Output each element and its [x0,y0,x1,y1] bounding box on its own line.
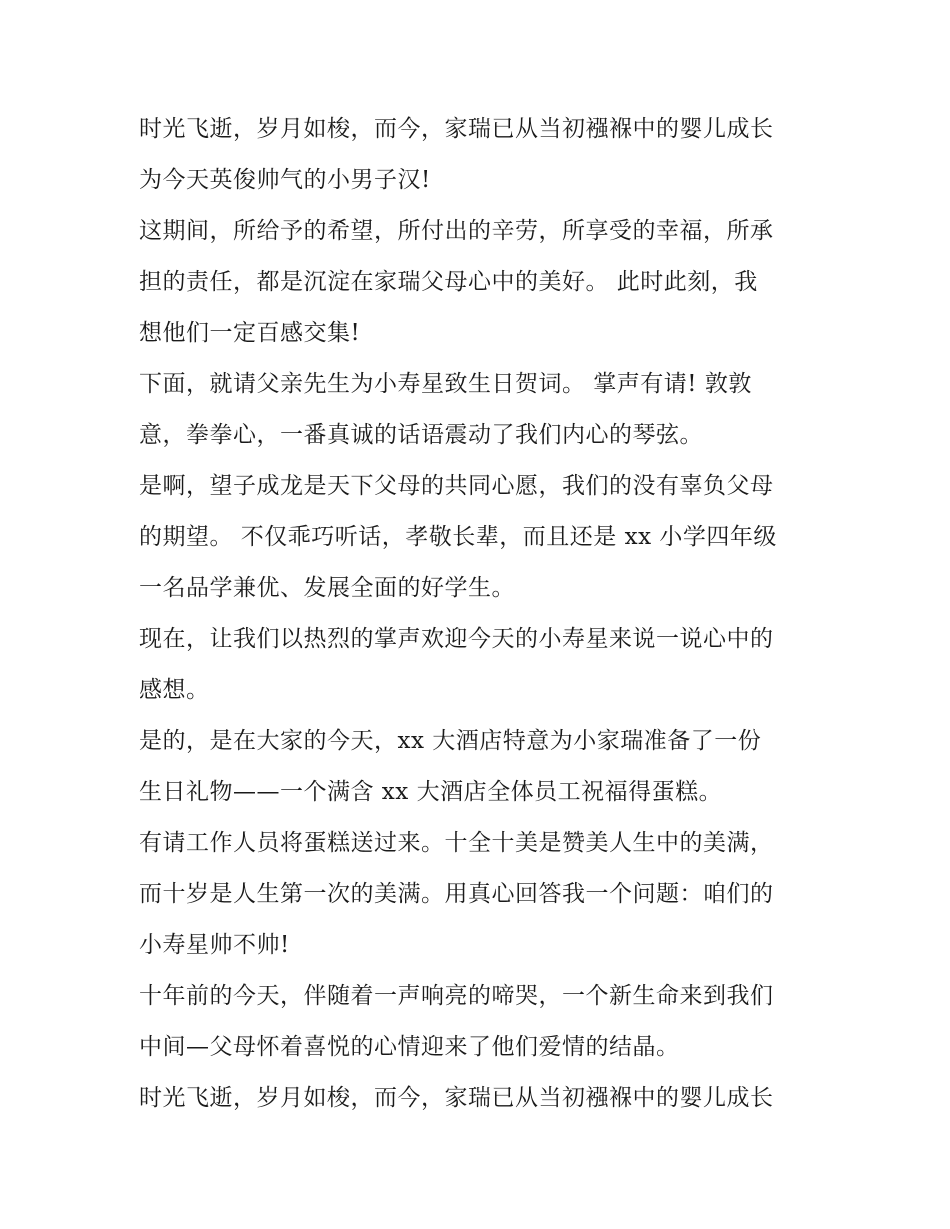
body-text [139,104,819,1124]
text-line: 下面，就请父亲先生为小寿星致生日贺词。 掌声有请! 敦敦 [139,371,752,397]
text-line: 为今天英俊帅气的小男子汉! [139,167,431,193]
text-line: 这期间，所给予的希望，所付出的辛劳，所享受的幸福，所承 [139,218,774,244]
text-line: 时光飞逝，岁月如梭，而今，家瑞已从当初襁褓中的婴儿成长 [139,1085,774,1111]
text-line: 意，拳拳心，一番真诚的话语震动了我们内心的琴弦。 [139,422,703,448]
text-line: 时光飞逝，岁月如梭，而今，家瑞已从当初襁褓中的婴儿成长 [139,116,774,142]
text-line: 感想。 [139,677,210,703]
text-line: 想他们一定百感交集! [139,320,361,346]
text-line: 是的，是在大家的今天，xx 大酒店特意为小家瑞准备了一份 [139,728,762,754]
text-line: 的期望。 不仅乖巧听话，孝敬长辈，而且还是 xx 小学四年级 [139,524,777,550]
text-line: 有请工作人员将蛋糕送过来。十全十美是赞美人生中的美满， [139,830,774,856]
text-line: 十年前的今天，伴随着一声响亮的啼哭，一个新生命来到我们 [139,983,774,1009]
text-line: 中间—父母怀着喜悦的心情迎来了他们爱情的结晶。 [139,1034,680,1060]
text-line: 而十岁是人生第一次的美满。用真心回答我一个问题：咱们的 [139,881,774,907]
text-line: 生日礼物——一个满含 xx 大酒店全体员工祝福得蛋糕。 [139,779,723,805]
text-line: 担的责任，都是沉淀在家瑞父母心中的美好。 此时此刻，我 [139,269,758,295]
text-line: 小寿星帅不帅! [139,932,290,958]
text-line: 现在，让我们以热烈的掌声欢迎今天的小寿星来说一说心中的 [139,626,774,652]
text-line: 一名品学兼优、发展全面的好学生。 [139,575,515,601]
text-line: 是啊，望子成龙是天下父母的共同心愿，我们的没有辜负父母 [139,473,774,499]
